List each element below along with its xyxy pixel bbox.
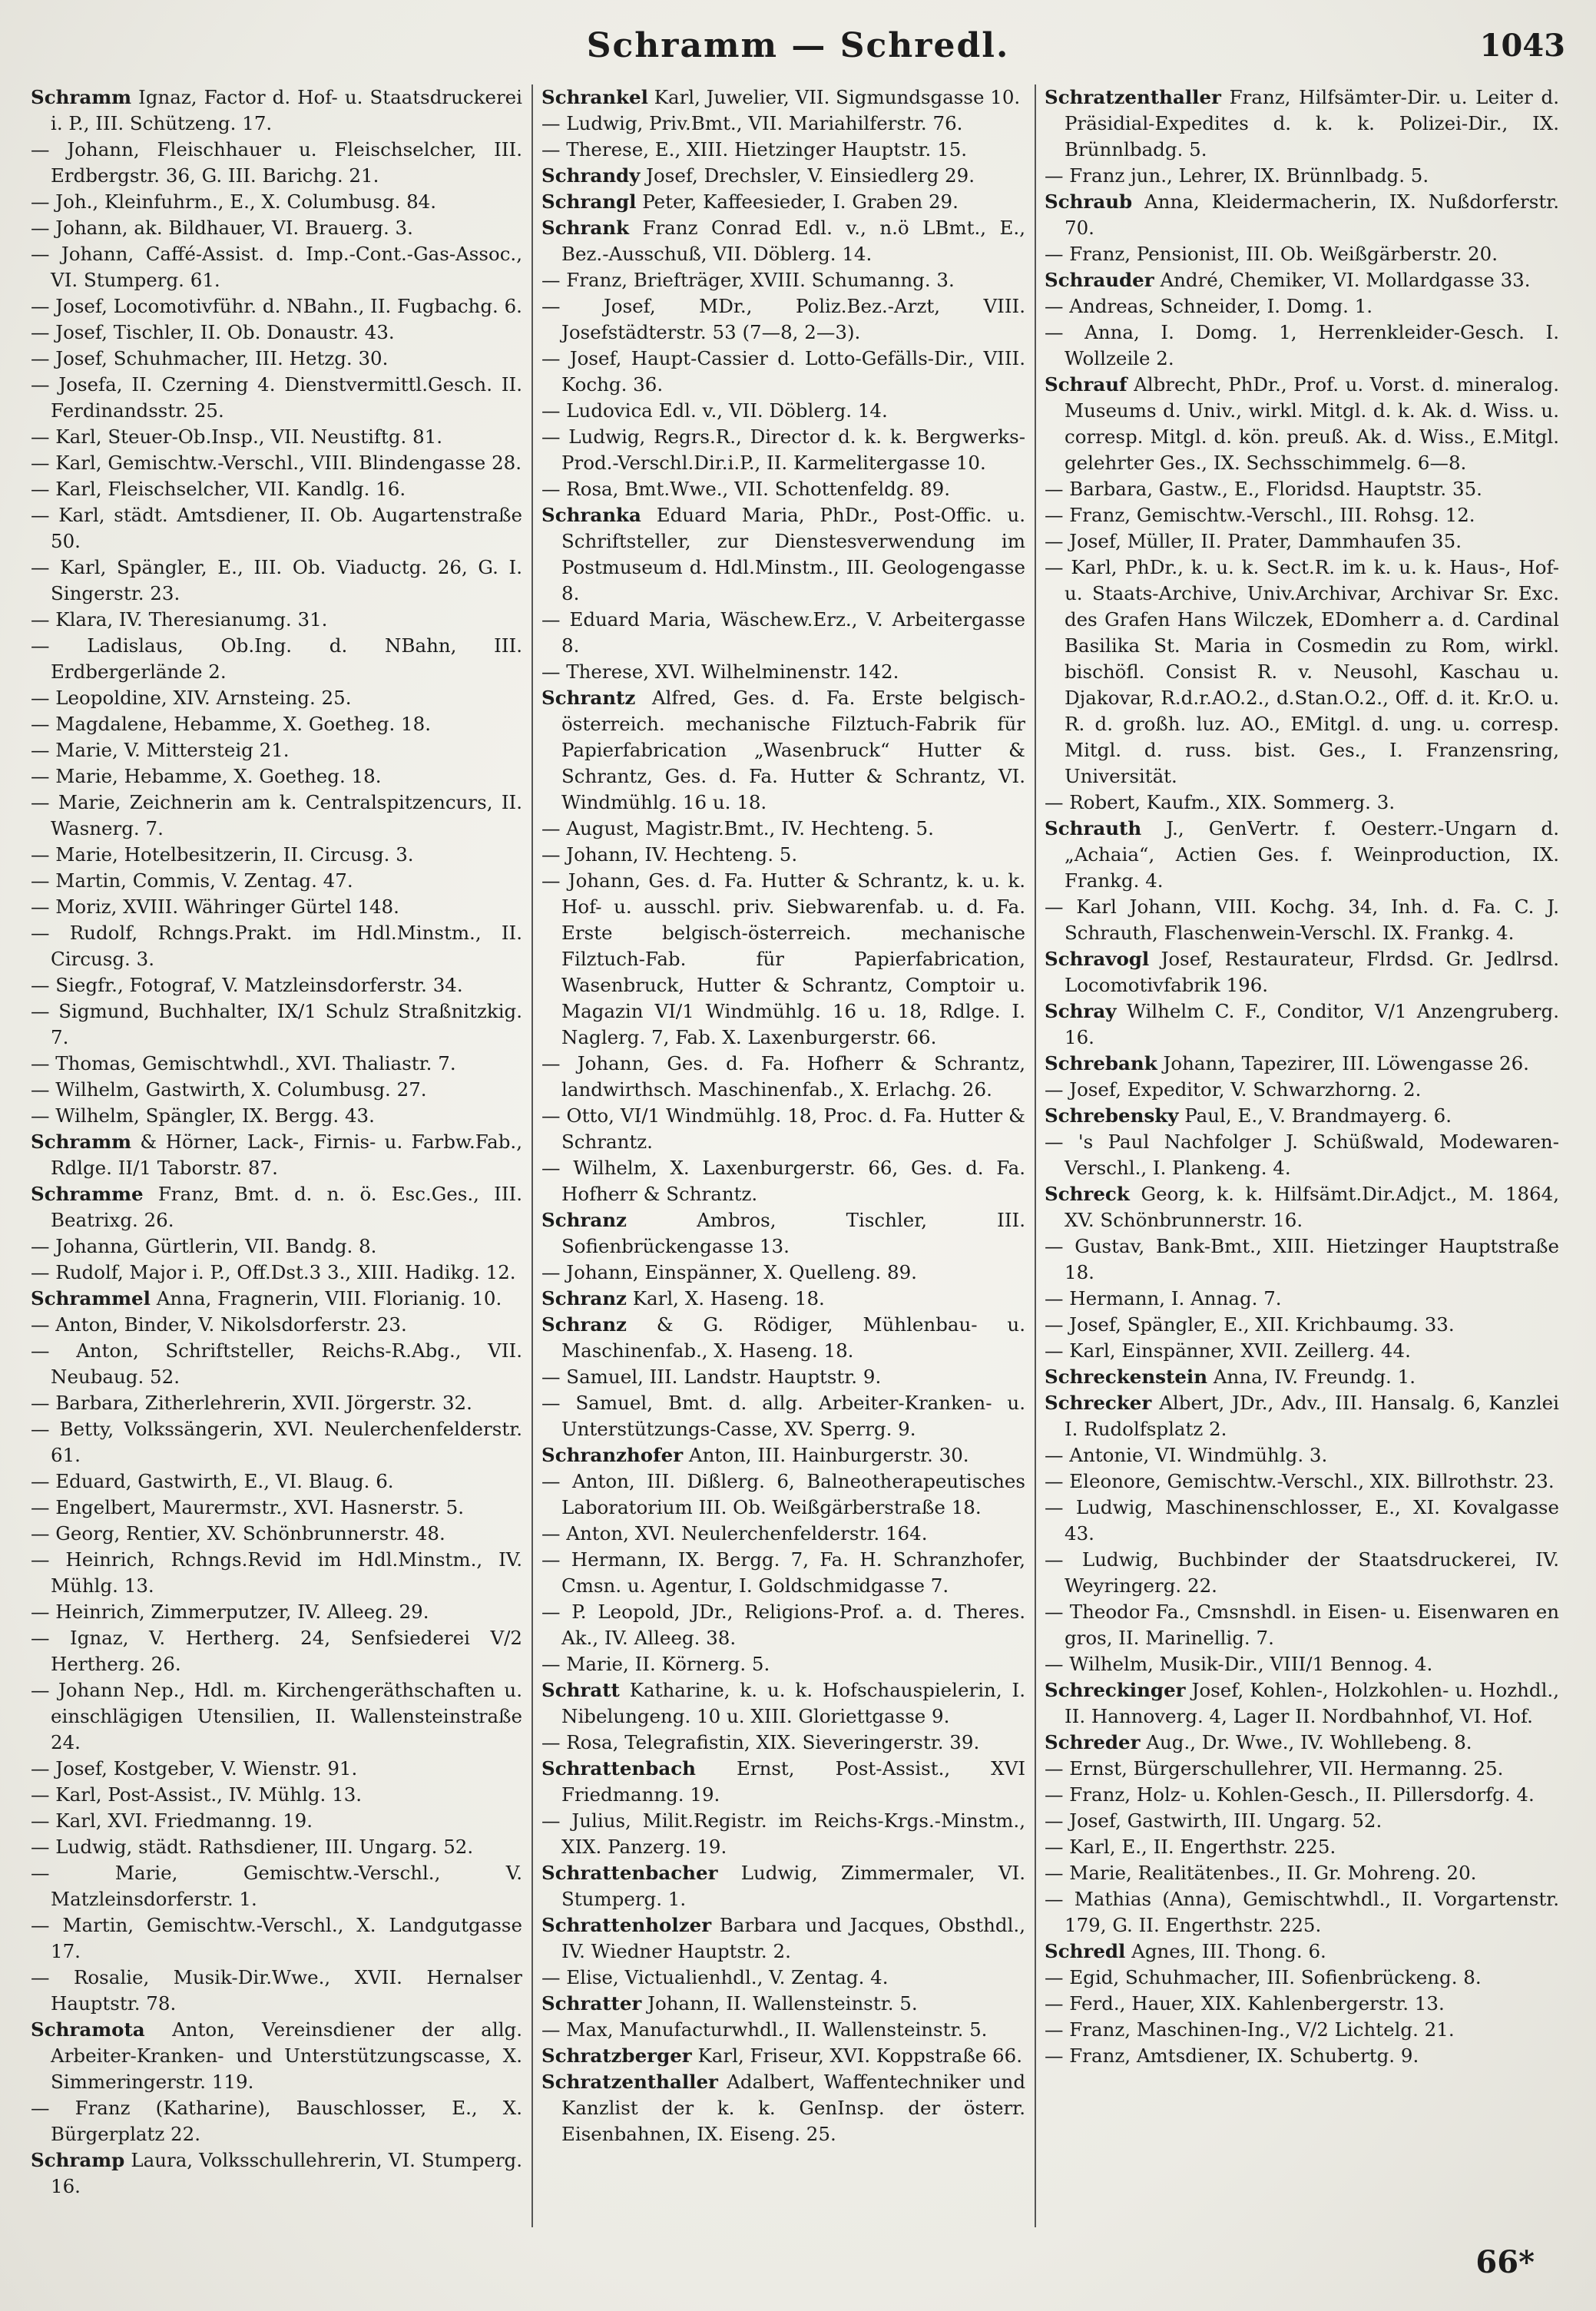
- directory-entry: — Franz, Holz- u. Kohlen-Gesch., II. Pillersdorfg. 4.: [1045, 1783, 1535, 1806]
- directory-entry: — Barbara, Zitherlehrerin, XVII. Jörgerstr. 32.: [31, 1392, 472, 1414]
- directory-entry: — Ignaz, V. Hertherg. 24, Senfsiederei V/2 Hertherg. 26.: [31, 1627, 522, 1675]
- directory-entry: — Josefa, II. Czerning 4. Dienstvermittl.Gesch. II. Ferdinandsstr. 25.: [31, 373, 522, 422]
- directory-entry: — Marie, Realitätenbes., II. Gr. Mohreng. 20.: [1045, 1862, 1477, 1884]
- directory-entry: — Therese, E., XIII. Hietzinger Hauptstr. 15.: [541, 138, 968, 161]
- directory-entry: — Josef, Gastwirth, III. Ungarg. 52.: [1045, 1809, 1382, 1832]
- directory-entry: — Johann, ak. Bildhauer, VI. Brauerg. 3.: [31, 217, 413, 239]
- directory-entry: — Andreas, Schneider, I. Domg. 1.: [1045, 295, 1373, 317]
- directory-entry: — Johann, Caffé-Assist. d. Imp.-Cont.-Gas-Assoc., VI. Stumperg. 61.: [31, 243, 522, 291]
- directory-entry: — Wilhelm, X. Laxenburgerstr. 66, Ges. d. Fa. Hofherr & Schrantz.: [541, 1157, 1025, 1205]
- directory-entry: Schranzhofer Anton, III. Hainburgerstr. 30.: [541, 1444, 969, 1466]
- directory-entry: — Leopoldine, XIV. Arnsteing. 25.: [31, 687, 352, 709]
- directory-entry: Schravogl Josef, Restaurateur, Flrdsd. Gr. Jedlrsd. Locomotivfabrik 196.: [1045, 948, 1559, 996]
- directory-entry: Schredl Agnes, III. Thong. 6.: [1045, 1940, 1326, 1962]
- directory-entry: — Karl, XVI. Friedmanng. 19.: [31, 1809, 313, 1832]
- directory-entry: — Johann, Ges. d. Fa. Hofherr & Schrantz, landwirthsch. Maschinenfab., X. Erlachg. 26.: [541, 1052, 1025, 1101]
- directory-entry: — Franz, Briefträger, XVIII. Schumanng. 3.: [541, 269, 955, 291]
- directory-entry: — Karl Johann, VIII. Kochg. 34, Inh. d. Fa. C. J. Schrauth, Flaschenwein-Verschl. IX. Frankg. 4.: [1045, 896, 1559, 944]
- directory-entry: Schrattenbach Ernst, Post-Assist., XVI Friedmanng. 19.: [541, 1757, 1025, 1806]
- directory-entry: — Johann, Ges. d. Fa. Hutter & Schrantz, k. u. k. Hof- u. ausschl. priv. Siebwarenfab. u. d. Fa. Erste belgisch-österreich. mechanische Filztuch-Fab. für Papierfabrication, Wasenbruck, Hutter & Schrantz, Comptoir u. Magazin VI/1 Windmühlg. 16 u. 18, Rdlge. I. Naglerg. 7, Fab. X. Laxenburgerstr. 66.: [541, 869, 1025, 1048]
- directory-entry: Schranka Eduard Maria, PhDr., Post-Offic. u. Schriftsteller, zur Dienstesverwendung im Postmuseum d. Hdl.Minstm., III. Geologengasse 8.: [541, 504, 1025, 604]
- directory-entry: — Ludwig, Regrs.R., Director d. k. k. Bergwerks-Prod.-Verschl.Dir.i.P., II. Karmelitergasse 10.: [541, 425, 1025, 474]
- directory-entry: Schrauder André, Chemiker, VI. Mollardgasse 33.: [1045, 269, 1531, 291]
- directory-entry: — Rosa, Telegrafistin, XIX. Sieveringerstr. 39.: [541, 1731, 980, 1753]
- directory-entry: Schrankel Karl, Juwelier, VII. Sigmundsgasse 10.: [541, 86, 1021, 108]
- directory-entry: — Magdalene, Hebamme, X. Goetheg. 18.: [31, 713, 432, 735]
- directory-entry: Schramm & Hörner, Lack-, Firnis- u. Farbw.Fab., Rdlge. II/1 Taborstr. 87.: [31, 1131, 522, 1179]
- directory-entry: — Rosa, Bmt.Wwe., VII. Schottenfeldg. 89.: [541, 478, 951, 500]
- directory-entry: Schreckinger Josef, Kohlen-, Holzkohlen- u. Hozhdl., II. Hannoverg. 4, Lager II. Nordbahnhof, VI. Hof.: [1045, 1679, 1559, 1727]
- directory-entry: — Heinrich, Zimmerputzer, IV. Alleeg. 29.: [31, 1601, 429, 1623]
- directory-entry: — Josef, MDr., Poliz.Bez.-Arzt, VIII. Josefstädterstr. 53 (7—8, 2—3).: [541, 295, 1025, 343]
- directory-entry: — Anton, Binder, V. Nikolsdorferstr. 23.: [31, 1313, 407, 1336]
- directory-entry: — Franz, Maschinen-Ing., V/2 Lichtelg. 21.: [1045, 2018, 1455, 2041]
- directory-entry: Schratzberger Karl, Friseur, XVI. Koppstraße 66.: [541, 2044, 1023, 2067]
- directory-entry: — Robert, Kaufm., XIX. Sommerg. 3.: [1045, 791, 1396, 813]
- directory-entry: Schranz & G. Rödiger, Mühlenbau- u. Maschinenfab., X. Haseng. 18.: [541, 1313, 1025, 1362]
- directory-entry: — Eduard Maria, Wäschew.Erz., V. Arbeitergasse 8.: [541, 608, 1025, 657]
- directory-entry: — Josef, Haupt-Cassier d. Lotto-Gefälls-Dir., VIII. Kochg. 36.: [541, 347, 1025, 396]
- directory-entry: — Josef, Tischler, II. Ob. Donaustr. 43.: [31, 321, 395, 343]
- directory-entry: — Johann Nep., Hdl. m. Kirchengeräthschaften u. einschlägigen Utensilien, II. Wallensteinstraße 24.: [31, 1679, 522, 1753]
- directory-entry: — Samuel, III. Landstr. Hauptstr. 9.: [541, 1366, 882, 1388]
- directory-entry: — Marie, Hebamme, X. Goetheg. 18.: [31, 765, 382, 787]
- directory-entry: — Karl, Einspänner, XVII. Zeillerg. 44.: [1045, 1339, 1411, 1362]
- directory-entry: — Josef, Expeditor, V. Schwarzhorng. 2.: [1045, 1078, 1422, 1101]
- directory-entry: — Engelbert, Maurermstr., XVI. Hasnerstr. 5.: [31, 1496, 465, 1518]
- directory-entry: Schramm Ignaz, Factor d. Hof- u. Staatsdruckerei i. P., III. Schützeng. 17.: [31, 86, 522, 134]
- directory-entry: — Franz, Amtsdiener, IX. Schubertg. 9.: [1045, 2044, 1419, 2067]
- directory-entry: Schrauth J., GenVertr. f. Oesterr.-Ungarn d. „Achaia“, Actien Ges. f. Weinproduction, IX. Frankg. 4.: [1045, 817, 1559, 892]
- directory-entry: Schranz Karl, X. Haseng. 18.: [541, 1287, 825, 1309]
- directory-entry: — Ludwig, Priv.Bmt., VII. Mariahilferstr. 76.: [541, 112, 963, 134]
- directory-entry: — Karl, PhDr., k. u. k. Sect.R. im k. u. k. Haus-, Hof- u. Staats-Archive, Univ.Archivar, Archivar Sr. Exc. des Grafen Hans Wilczek, EDomherr a. d. Cardinal Basilika St. Maria in Cosmedin zu Rom, wirkl. bischöfl. Consist R. v. Neusohl, Kaschau u. Djakovar, R.d.r.AO.2., d.Stan.O.2., Off. d. it. Kr.O. u. R. d. großh. luz. AO., EMitgl. d. ung. u. corresp. Mitgl. d. russ. bist. Ges., I. Franzensring, Universität.: [1045, 556, 1559, 787]
- directory-entry: Schratzenthaller Adalbert, Waffentechniker und Kanzlist der k. k. GenInsp. der österr. Eisenbahnen, IX. Eiseng. 25.: [541, 2071, 1025, 2145]
- directory-entry: — Rudolf, Major i. P., Off.Dst.3 3., XIII. Hadikg. 12.: [31, 1261, 516, 1283]
- directory-entry: — Samuel, Bmt. d. allg. Arbeiter-Kranken- u. Unterstützungs-Casse, XV. Sperrg. 9.: [541, 1392, 1025, 1440]
- directory-entry: Schranz Ambros, Tischler, III. Sofienbrückengasse 13.: [541, 1209, 1025, 1257]
- directory-entry: — Rudolf, Rchngs.Prakt. im Hdl.Minstm., II. Circusg. 3.: [31, 922, 522, 970]
- directory-entry: — Heinrich, Rchngs.Revid im Hdl.Minstm., IV. Mühlg. 13.: [31, 1548, 522, 1597]
- directory-entry: — Josef, Schuhmacher, III. Hetzg. 30.: [31, 347, 389, 369]
- directory-entry: Schraub Anna, Kleidermacherin, IX. Nußdorferstr. 70.: [1045, 190, 1559, 239]
- directory-entry: — Franz (Katharine), Bauschlosser, E., X. Bürgerplatz 22.: [31, 2097, 522, 2145]
- directory-entry: — Mathias (Anna), Gemischtwhdl., II. Vorgartenstr. 179, G. II. Engerthstr. 225.: [1045, 1888, 1559, 1936]
- directory-entry: — Otto, VI/1 Windmühlg. 18, Proc. d. Fa. Hutter & Schrantz.: [541, 1104, 1025, 1153]
- directory-entry: — Josef, Kostgeber, V. Wienstr. 91.: [31, 1757, 358, 1780]
- directory-entry: Schreder Aug., Dr. Wwe., IV. Wohllebeng. 8.: [1045, 1731, 1472, 1753]
- directory-entry: — Wilhelm, Gastwirth, X. Columbusg. 27.: [31, 1078, 427, 1101]
- directory-entry: Schrattenholzer Barbara und Jacques, Obsthdl., IV. Wiedner Hauptstr. 2.: [541, 1914, 1025, 1962]
- directory-entry: — August, Magistr.Bmt., IV. Hechteng. 5.: [541, 817, 934, 839]
- directory-entry: — Marie, Hotelbesitzerin, II. Circusg. 3.: [31, 843, 414, 866]
- directory-entry: — Max, Manufacturwhdl., II. Wallensteinstr. 5.: [541, 2018, 988, 2041]
- directory-entry: — Martin, Gemischtw.-Verschl., X. Landgutgasse 17.: [31, 1914, 522, 1962]
- directory-entry: — Therese, XVI. Wilhelminenstr. 142.: [541, 661, 899, 683]
- directory-entry: — Ludwig, Buchbinder der Staatsdruckerei, IV. Weyringerg. 22.: [1045, 1548, 1559, 1597]
- directory-entry: — Georg, Rentier, XV. Schönbrunnerstr. 48.: [31, 1522, 445, 1545]
- directory-entry: Schramota Anton, Vereinsdiener der allg. Arbeiter-Kranken- und Unterstützungscasse, X. Simmeringerstr. 119.: [31, 2018, 522, 2093]
- column-middle: [541, 84, 1025, 2235]
- directory-entry: — Marie, V. Mittersteig 21.: [31, 739, 290, 761]
- directory-entry: — Klara, IV. Theresianumg. 31.: [31, 608, 328, 631]
- directory-entry: — Marie, Zeichnerin am k. Centralspitzencurs, II. Wasnerg. 7.: [31, 791, 522, 839]
- directory-entry: Schrantz Alfred, Ges. d. Fa. Erste belgisch-österreich. mechanische Filztuch-Fabrik für Papierfabrication „Wasenbruck“ Hutter & Schrantz, Ges. d. Fa. Hutter & Schrantz, VI. Windmühlg. 16 u. 18.: [541, 687, 1025, 813]
- column-divider: [1035, 84, 1036, 2227]
- directory-entry: — Marie, II. Körnerg. 5.: [541, 1653, 770, 1675]
- directory-entry: — Anton, XVI. Neulerchenfelderstr. 164.: [541, 1522, 928, 1545]
- directory-entry: — Marie, Gemischtw.-Verschl., V. Matzleinsdorferstr. 1.: [31, 1862, 522, 1910]
- directory-entry: Schratt Katharine, k. u. k. Hofschauspielerin, I. Nibelungeng. 10 u. XIII. Gloriettgasse 9.: [541, 1679, 1025, 1727]
- directory-entry: — Josef, Locomotivführ. d. NBahn., II. Fugbachg. 6.: [31, 295, 522, 317]
- directory-entry: Schrammel Anna, Fragnerin, VIII. Florianig. 10.: [31, 1287, 502, 1309]
- directory-entry: — Karl, Fleischselcher, VII. Kandlg. 16.: [31, 478, 406, 500]
- directory-entry: — Eleonore, Gemischtw.-Verschl., XIX. Billrothstr. 23.: [1045, 1470, 1555, 1492]
- directory-entry: — Theodor Fa., Cmsnshdl. in Eisen- u. Eisenwaren en gros, II. Marinellig. 7.: [1045, 1601, 1559, 1649]
- directory-entry: — Gustav, Bank-Bmt., XIII. Hietzinger Hauptstraße 18.: [1045, 1235, 1559, 1283]
- directory-entry: — Egid, Schuhmacher, III. Sofienbrückeng. 8.: [1045, 1966, 1482, 1988]
- directory-entry: Schrecker Albert, JDr., Adv., III. Hansalg. 6, Kanzlei I. Rudolfsplatz 2.: [1045, 1392, 1559, 1440]
- directory-entry: — Siegfr., Fotograf, V. Matzleinsdorferstr. 34.: [31, 974, 463, 996]
- directory-entry: Schrandy Josef, Drechsler, V. Einsiedlerg 29.: [541, 164, 975, 187]
- directory-entry: — Wilhelm, Spängler, IX. Bergg. 43.: [31, 1104, 375, 1127]
- directory-entry: Schrattenbacher Ludwig, Zimmermaler, VI. Stumperg. 1.: [541, 1862, 1025, 1910]
- directory-entry: — Elise, Victualienhdl., V. Zentag. 4.: [541, 1966, 889, 1988]
- directory-entry: Schramp Laura, Volksschullehrerin, VI. Stumperg. 16.: [31, 2149, 522, 2197]
- directory-entry: Schreckenstein Anna, IV. Freundg. 1.: [1045, 1366, 1416, 1388]
- directory-entry: — Franz, Gemischtw.-Verschl., III. Rohsg. 12.: [1045, 504, 1475, 526]
- directory-entry: Schray Wilhelm C. F., Conditor, V/1 Anzengruberg. 16.: [1045, 1000, 1559, 1048]
- directory-entry: — Anton, III. Dißlerg. 6, Balneotherapeutisches Laboratorium III. Ob. Weißgärberstraße 18.: [541, 1470, 1025, 1518]
- directory-entry: Schrebensky Paul, E., V. Brandmayerg. 6.: [1045, 1104, 1452, 1127]
- directory-entry: Schramme Franz, Bmt. d. n. ö. Esc.Ges., III. Beatrixg. 26.: [31, 1183, 522, 1231]
- directory-entry: — Josef, Müller, II. Prater, Dammhaufen 35.: [1045, 530, 1462, 552]
- directory-entry: — Ladislaus, Ob.Ing. d. NBahn, III. Erdbergerlände 2.: [31, 634, 522, 683]
- directory-entry: — Ludwig, Maschinenschlosser, E., XI. Kovalgasse 43.: [1045, 1496, 1559, 1545]
- directory-entry: — Ludovica Edl. v., VII. Döblerg. 14.: [541, 399, 888, 422]
- directory-entry: — Anton, Schriftsteller, Reichs-R.Abg., VII. Neubaug. 52.: [31, 1339, 522, 1388]
- directory-entry: — Barbara, Gastw., E., Floridsd. Hauptstr. 35.: [1045, 478, 1482, 500]
- directory-entry: — Karl, Post-Assist., IV. Mühlg. 13.: [31, 1783, 363, 1806]
- column-divider: [531, 84, 533, 2227]
- directory-entry: — Betty, Volkssängerin, XVI. Neulerchenfelderstr. 61.: [31, 1418, 522, 1466]
- column-left: [31, 84, 522, 2235]
- directory-entry: — Julius, Milit.Registr. im Reichs-Krgs.-Minstm., XIX. Panzerg. 19.: [541, 1809, 1025, 1858]
- page-number: 1043: [1479, 28, 1565, 64]
- directory-entry: — Sigmund, Buchhalter, IX/1 Schulz Straßnitzkig. 7.: [31, 1000, 522, 1048]
- directory-entry: — Johanna, Gürtlerin, VII. Bandg. 8.: [31, 1235, 377, 1257]
- directory-entry: — Karl, städt. Amtsdiener, II. Ob. Augartenstraße 50.: [31, 504, 522, 552]
- directory-entry: — Karl, Spängler, E., III. Ob. Viaductg. 26, G. I. Singerstr. 23.: [31, 556, 522, 604]
- directory-entry: — Antonie, VI. Windmühlg. 3.: [1045, 1444, 1328, 1466]
- directory-entry: — Karl, Steuer-Ob.Insp., VII. Neustiftg. 81.: [31, 425, 443, 448]
- directory-entry: — Ernst, Bürgerschullehrer, VII. Hermanng. 25.: [1045, 1757, 1504, 1780]
- running-title: Schramm — Schredl.: [586, 26, 1010, 65]
- directory-entry: — Ferd., Hauer, XIX. Kahlenbergerstr. 13.: [1045, 1992, 1445, 2015]
- directory-entry: — Ludwig, städt. Rathsdiener, III. Ungarg. 52.: [31, 1836, 474, 1858]
- directory-entry: Schratzenthaller Franz, Hilfsämter-Dir. u. Leiter d. Präsidial-Expedites d. k. k. Polizei-Dir., IX. Brünnlbadg. 5.: [1045, 86, 1559, 161]
- directory-entry: — Josef, Spängler, E., XII. Krichbaumg. 33.: [1045, 1313, 1455, 1336]
- directory-entry: — Karl, Gemischtw.-Verschl., VIII. Blindengasse 28.: [31, 452, 522, 474]
- page-header: [0, 23, 1596, 69]
- directory-entry: — Johann, Einspänner, X. Quelleng. 89.: [541, 1261, 917, 1283]
- directory-entry: — P. Leopold, JDr., Religions-Prof. a. d. Theres. Ak., IV. Alleeg. 38.: [541, 1601, 1025, 1649]
- directory-entry: — Thomas, Gemischtwhdl., XVI. Thaliastr. 7.: [31, 1052, 456, 1074]
- directory-entry: — Joh., Kleinfuhrm., E., X. Columbusg. 84.: [31, 190, 437, 213]
- directory-entry: Schrank Franz Conrad Edl. v., n.ö LBmt., E., Bez.-Ausschuß, VII. Döblerg. 14.: [541, 217, 1025, 265]
- directory-entry: — Rosalie, Musik-Dir.Wwe., XVII. Hernalser Hauptstr. 78.: [31, 1966, 522, 2015]
- directory-entry: — Hermann, IX. Bergg. 7, Fa. H. Schranzhofer, Cmsn. u. Agentur, I. Goldschmidgasse 7.: [541, 1548, 1025, 1597]
- directory-entry: Schratter Johann, II. Wallensteinstr. 5.: [541, 1992, 918, 2015]
- directory-entry: — Hermann, I. Annag. 7.: [1045, 1287, 1282, 1309]
- directory-entry: — Franz, Pensionist, III. Ob. Weißgärberstr. 20.: [1045, 243, 1498, 265]
- directory-entry: — Martin, Commis, V. Zentag. 47.: [31, 869, 353, 892]
- signature-mark: 66*: [1475, 2244, 1535, 2280]
- directory-entry: — Franz jun., Lehrer, IX. Brünnlbadg. 5.: [1045, 164, 1429, 187]
- directory-entry: — Anna, I. Domg. 1, Herrenkleider-Gesch. I. Wollzeile 2.: [1045, 321, 1559, 369]
- column-right: [1045, 84, 1559, 2235]
- directory-entry: — Johann, IV. Hechteng. 5.: [541, 843, 798, 866]
- directory-entry: — Wilhelm, Musik-Dir., VIII/1 Bennog. 4.: [1045, 1653, 1433, 1675]
- directory-entry: — Johann, Fleischhauer u. Fleischselcher, III. Erdbergstr. 36, G. III. Barichg. 21.: [31, 138, 522, 187]
- directory-entry: Schrauf Albrecht, PhDr., Prof. u. Vorst. d. mineralog. Museums d. Univ., wirkl. Mitgl. d. k. Ak. d. Wiss. u. corresp. Mitgl. d. kön. preuß. Ak. d. Wiss., E.Mitgl. gelehrter Ges., IX. Sechsschimmelg. 6—8.: [1045, 373, 1559, 474]
- directory-entry: — Moriz, XVIII. Währinger Gürtel 148.: [31, 896, 399, 918]
- directory-entry: Schrangl Peter, Kaffeesieder, I. Graben 29.: [541, 190, 959, 213]
- directory-entry: Schreck Georg, k. k. Hilfsämt.Dir.Adjct., M. 1864, XV. Schönbrunnerstr. 16.: [1045, 1183, 1559, 1231]
- directory-entry: — Karl, E., II. Engerthstr. 225.: [1045, 1836, 1336, 1858]
- directory-entry: Schrebank Johann, Tapezirer, III. Löwengasse 26.: [1045, 1052, 1529, 1074]
- directory-entry: — Eduard, Gastwirth, E., VI. Blaug. 6.: [31, 1470, 394, 1492]
- directory-entry: — 's Paul Nachfolger J. Schüßwald, Modewaren-Verschl., I. Plankeng. 4.: [1045, 1131, 1559, 1179]
